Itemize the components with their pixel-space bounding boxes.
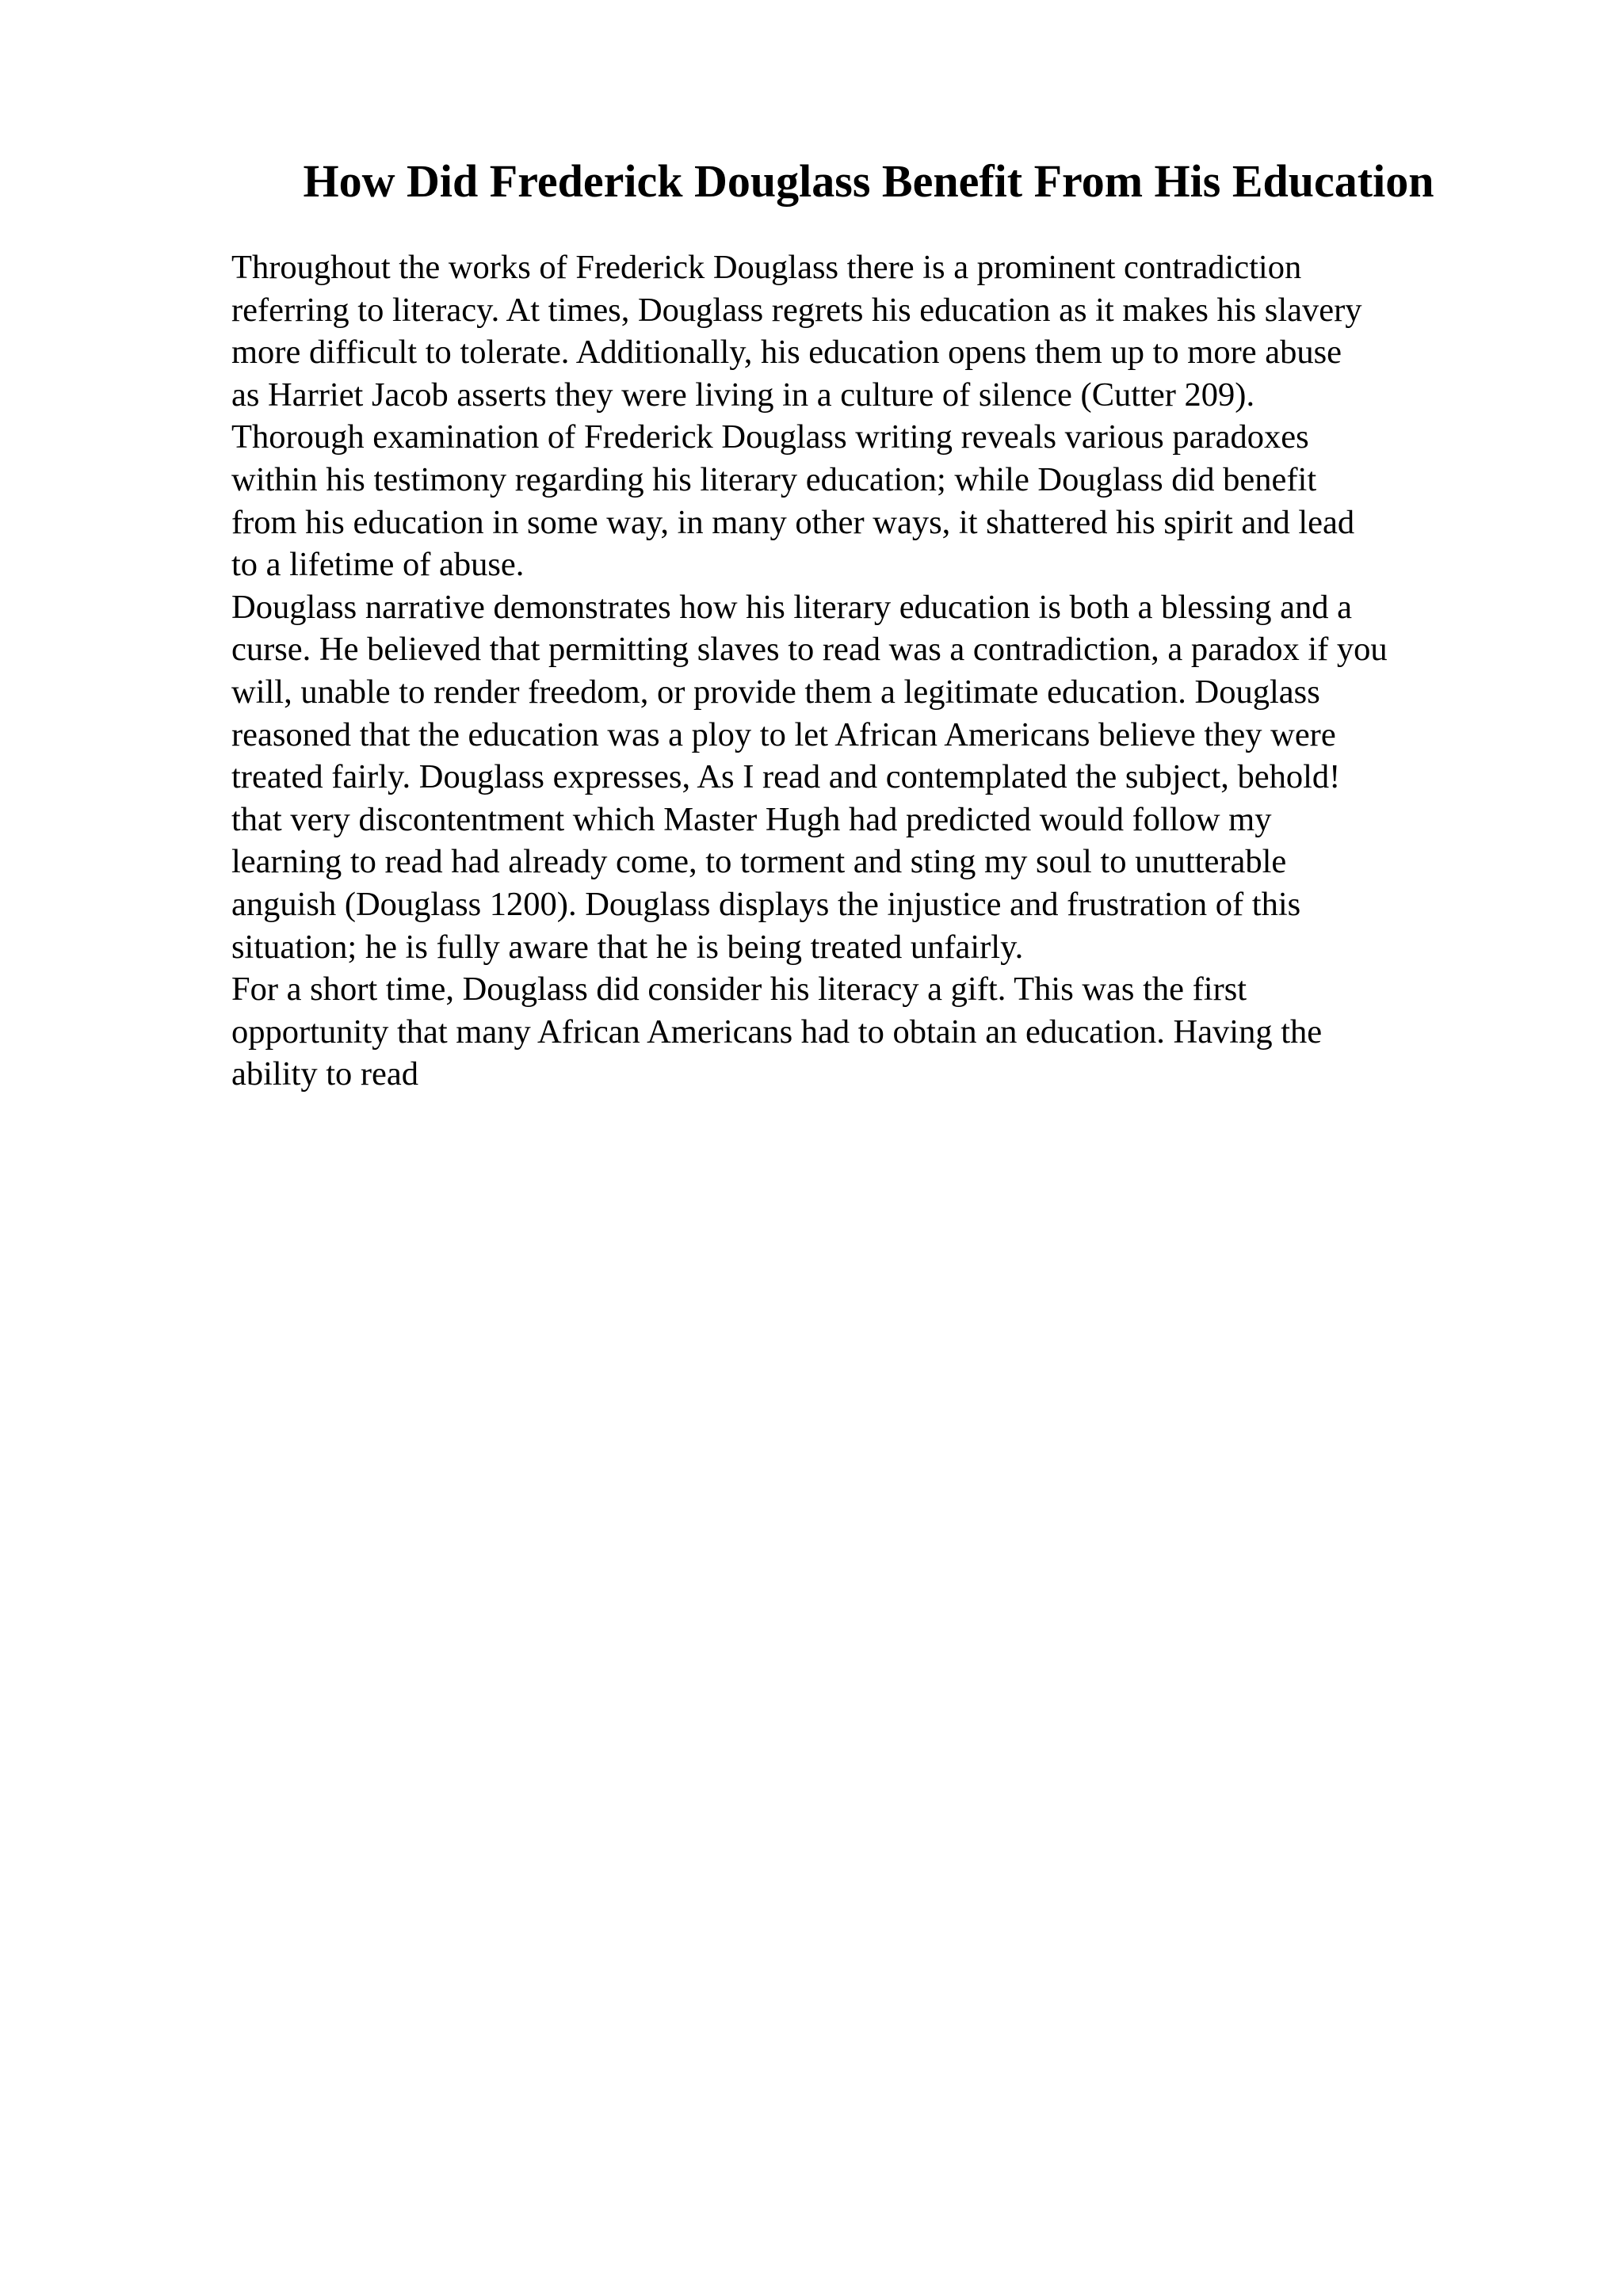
text-line: Thorough examination of Frederick Douglass writing reveals various paradoxes [231,418,1309,456]
text-line: more difficult to tolerate. Additionally, his education opens them up to more abuse [231,334,1342,372]
text-line: curse. He believed that permitting slaves to read was a contradiction, a paradox if you [231,631,1388,669]
text-line: will, unable to render freedom, or provide them a legitimate education. Douglass [231,673,1320,711]
text-line: anguish (Douglass 1200). Douglass displays the injustice and frustration of this [231,885,1301,923]
text-line: as Harriet Jacob asserts they were living in a culture of silence (Cutter 209). [231,376,1255,414]
text-line: ability to read [231,1055,419,1093]
text-line: learning to read had already come, to torment and sting my soul to unutterable [231,843,1287,881]
text-line: situation; he is fully aware that he is being treated unfairly. [231,928,1024,966]
text-line: that very discontentment which Master Hugh had predicted would follow my [231,800,1272,838]
text-line: treated fairly. Douglass expresses, As I read and contemplated the subject, behold! [231,758,1341,796]
text-line: opportunity that many African Americans had to obtain an education. Having the [231,1013,1323,1051]
text-line: within his testimony regarding his literary education; while Douglass did benefit [231,460,1317,498]
text-line: Throughout the works of Frederick Douglass there is a prominent contradiction [231,249,1302,286]
text-line: For a short time, Douglass did consider his literacy a gift. This was the first [231,971,1247,1009]
document-title: How Did Frederick Douglass Benefit From His Education [303,155,1434,207]
text-line: to a lifetime of abuse. [231,546,525,584]
text-line: Douglass narrative demonstrates how his literary education is both a blessing and a [231,588,1352,626]
text-line: reasoned that the education was a ploy to let African Americans believe they were [231,715,1336,753]
document-body [231,246,1515,1096]
text-line: referring to literacy. At times, Douglass regrets his education as it makes his slavery [231,291,1362,329]
text-line: from his education in some way, in many other ways, it shattered his spirit and lead [231,503,1355,541]
